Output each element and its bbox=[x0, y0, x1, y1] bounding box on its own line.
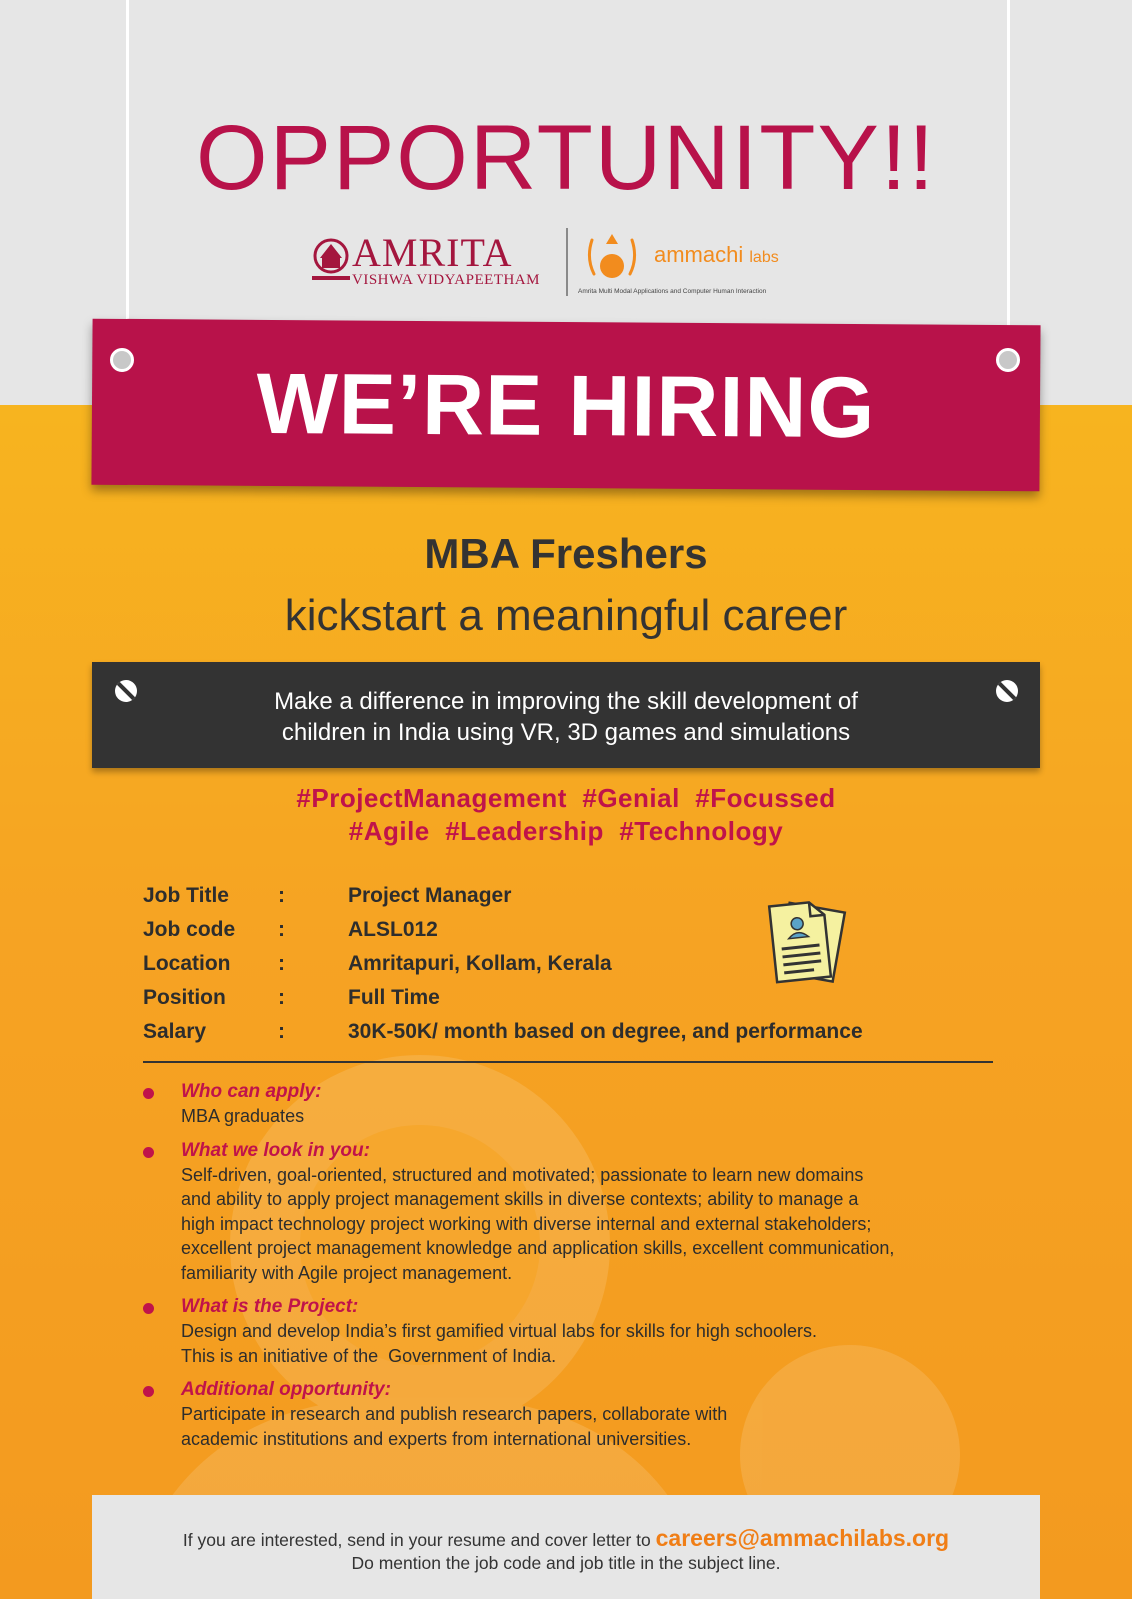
hiring-text: WE’RE HIRING bbox=[256, 355, 876, 457]
list-item-line: academic institutions and experts from international universities. bbox=[181, 1428, 692, 1449]
pin-right-icon bbox=[996, 348, 1020, 372]
ammachi-logo-icon bbox=[584, 230, 640, 286]
bullet-icon bbox=[143, 1303, 154, 1314]
list-item-body bbox=[181, 1319, 1023, 1368]
footer-box bbox=[92, 1495, 1040, 1599]
hashtag-line: #ProjectManagement #Genial #Focussed bbox=[296, 783, 836, 813]
detail-row-location bbox=[143, 952, 1013, 986]
list-item-line: high impact technology project working with diverse internal and external stakeholders; bbox=[181, 1213, 872, 1234]
detail-separator: : bbox=[278, 986, 285, 1009]
detail-value: Project Manager bbox=[348, 884, 512, 907]
ammachi-name-labs: labs bbox=[749, 249, 779, 266]
detail-label: Location bbox=[143, 952, 231, 975]
amrita-emblem-icon bbox=[310, 236, 352, 288]
headline: OPPORTUNITY!! bbox=[196, 107, 936, 209]
detail-row-position bbox=[143, 986, 1013, 1020]
email-link[interactable]: careers@ammachilabs.org bbox=[655, 1525, 950, 1551]
amrita-logo bbox=[310, 232, 546, 292]
list-item-line: Self-driven, goal-oriented, structured and motivated; passionate to learn new domains bbox=[181, 1164, 864, 1185]
detail-label: Job Title bbox=[143, 884, 229, 907]
list-item-line: MBA graduates bbox=[181, 1106, 305, 1126]
tagline: kickstart a meaningful career bbox=[284, 591, 848, 640]
detail-label: Position bbox=[143, 986, 226, 1009]
amrita-subtitle: VISHWA VIDYAPEETHAM bbox=[352, 272, 540, 288]
list-item-heading: Who can apply: bbox=[181, 1081, 322, 1102]
detail-value: Amritapuri, Kollam, Kerala bbox=[348, 952, 612, 975]
hashtags bbox=[0, 782, 1132, 848]
hiring-banner bbox=[91, 319, 1040, 492]
logo-divider bbox=[566, 228, 568, 296]
detail-label: Salary bbox=[143, 1020, 207, 1043]
list-item-heading: Additional opportunity: bbox=[181, 1379, 392, 1400]
list-item-line: This is an initiative of the Government of India. bbox=[181, 1345, 557, 1366]
detail-separator: : bbox=[278, 1020, 285, 1043]
detail-label: Job code bbox=[143, 918, 236, 941]
detail-separator: : bbox=[278, 952, 285, 975]
list-item-what-we-look bbox=[143, 1139, 1023, 1286]
details-divider bbox=[143, 1061, 993, 1063]
bullet-icon bbox=[143, 1088, 154, 1099]
resume-document-icon bbox=[765, 893, 855, 993]
pin-left-icon bbox=[110, 348, 134, 372]
ammachi-tagline: Amrita Multi Modal Applications and Computer Human Interaction bbox=[578, 288, 767, 295]
list-item-line: Participate in research and publish research papers, collaborate with bbox=[181, 1404, 728, 1424]
list-item-body bbox=[181, 1402, 1023, 1451]
detail-separator: : bbox=[278, 918, 285, 941]
detail-row-job-title bbox=[143, 884, 1013, 918]
list-item-heading: What we look in you: bbox=[181, 1139, 370, 1161]
ammachi-name bbox=[654, 242, 779, 268]
list-item-additional bbox=[143, 1378, 1023, 1451]
footer-line-2: Do mention the job code and job title in the subject line. bbox=[351, 1553, 781, 1573]
mission-box bbox=[92, 662, 1040, 768]
list-item-line: Design and develop India’s first gamified virtual labs for skills for high schoolers. bbox=[181, 1321, 817, 1341]
list-item-line: excellent project management knowledge and application skills, excellent communication, bbox=[181, 1238, 895, 1258]
list-item-body bbox=[181, 1163, 1023, 1286]
list-item-project bbox=[143, 1295, 1023, 1368]
detail-separator: : bbox=[278, 884, 285, 907]
logo-row bbox=[310, 228, 830, 300]
list-item-line: familiarity with Agile project management. bbox=[181, 1262, 513, 1283]
hashtag-line: #Agile #Leadership #Technology bbox=[348, 816, 784, 846]
detail-value: 30K-50K/ month based on degree, and performance bbox=[348, 1020, 863, 1043]
detail-value: Full Time bbox=[348, 986, 440, 1009]
list-item-who-can-apply bbox=[143, 1080, 1023, 1129]
bullet-icon bbox=[143, 1386, 154, 1397]
footer-text: If you are interested, send in your resume and cover letter to bbox=[182, 1530, 651, 1550]
mission-text bbox=[92, 686, 1040, 748]
amrita-name: AMRITA bbox=[352, 230, 513, 275]
list-item-body bbox=[181, 1104, 1023, 1129]
job-details bbox=[143, 884, 1013, 1054]
list-item-line: and ability to apply project management skills in diverse contexts; ability to manage a bbox=[181, 1189, 859, 1209]
footer-line-1 bbox=[92, 1525, 1040, 1552]
requirements-list bbox=[143, 1080, 1023, 1461]
mission-line: children in India using VR, 3D games and simulations bbox=[281, 719, 851, 746]
detail-value: ALSL012 bbox=[348, 918, 438, 941]
bullet-icon bbox=[143, 1147, 154, 1158]
list-item-heading: What is the Project: bbox=[181, 1296, 359, 1317]
mission-line: Make a difference in improving the skill development of bbox=[274, 688, 858, 715]
subtitle: MBA Freshers bbox=[424, 530, 708, 577]
detail-row-job-code bbox=[143, 918, 1013, 952]
detail-row-salary bbox=[143, 1020, 1013, 1054]
ammachi-name-main: ammachi bbox=[654, 242, 744, 267]
